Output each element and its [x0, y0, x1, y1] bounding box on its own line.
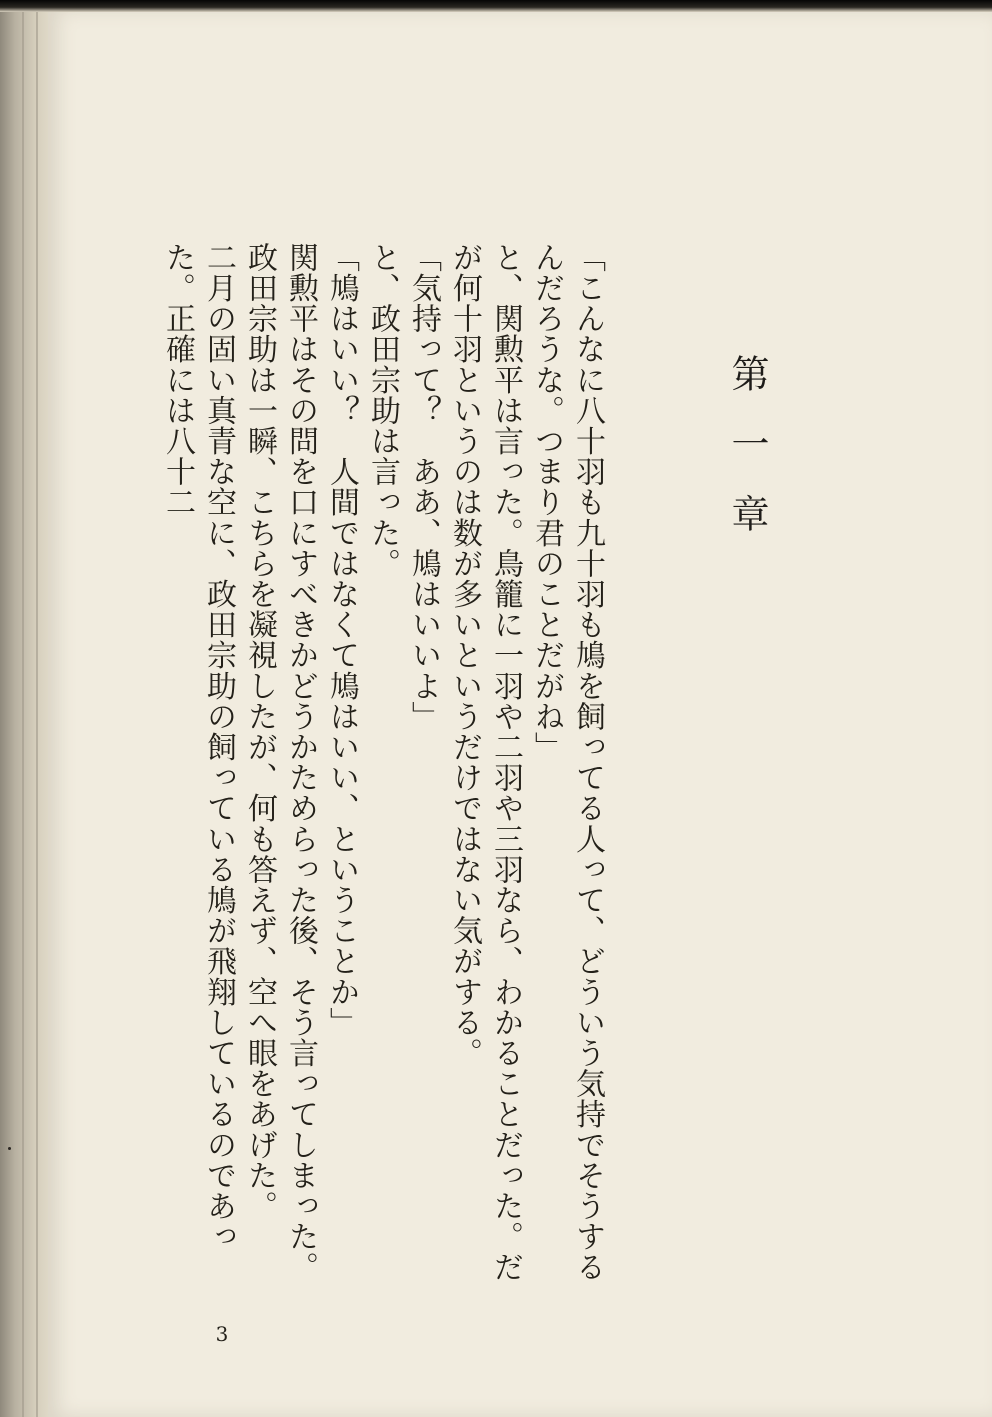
paragraph: 「鳩はいい？ 人間ではなくて鳩はいい、ということか」	[324, 242, 359, 1038]
paragraph: 二月の固い真青な空に、政田宗助の飼っている鳩が飛翔しているのであった。正確には八十二	[160, 242, 236, 1252]
paragraph: と、関勲平は言った。鳥籠に一羽や二羽や三羽なら、わかることだった。だが何十羽というのは数が多いというだけではない気がする。	[447, 242, 523, 1283]
paragraph: 「気持って？ ああ、鳩はいいよ」	[406, 242, 441, 732]
gutter-edge-line	[22, 0, 24, 1417]
paragraph: 関勲平はその問を口にすべきかどうかためらった後、そう言ってしまった。	[283, 242, 318, 1283]
paragraph: 「こんなに八十羽も九十羽も鳩を飼ってる人って、どういう気持でそうするんだろうな。つまり君のことだがね」	[529, 242, 605, 1283]
paragraph: 政田宗助は一瞬、こちらを凝視したが、何も答えず、空へ眼をあげた。	[242, 242, 277, 1222]
gutter-edge-line	[36, 0, 38, 1417]
chapter-title: 第一章	[725, 354, 769, 564]
scan-top-edge	[0, 0, 992, 12]
page-sheet	[48, 10, 992, 1417]
body-text	[160, 242, 608, 1292]
page-number: 3	[215, 1322, 229, 1346]
paragraph: と、政田宗助は言った。	[365, 242, 400, 579]
scan-speck	[8, 1147, 11, 1150]
